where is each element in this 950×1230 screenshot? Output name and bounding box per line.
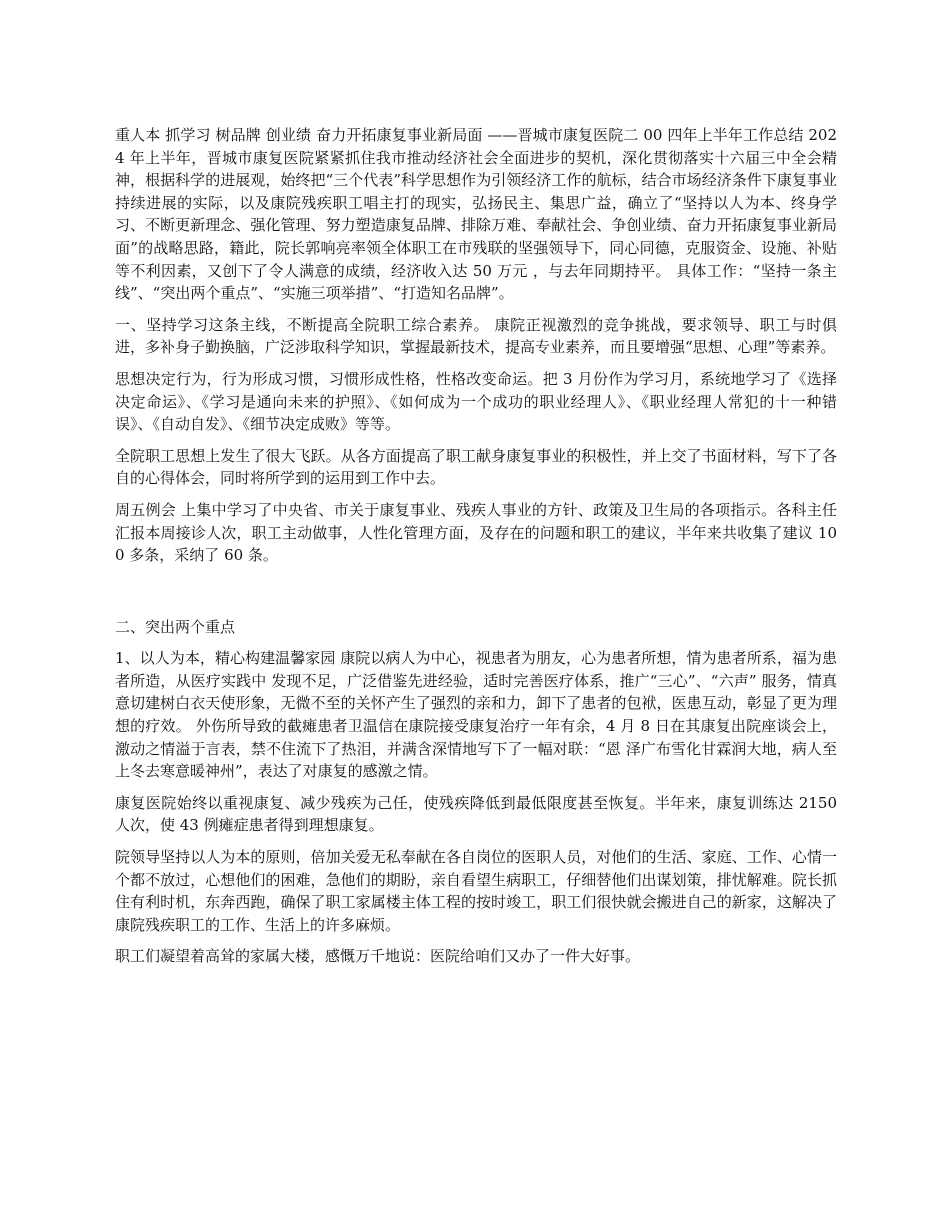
staff-thought-paragraph: 全院职工思想上发生了很大飞跃。从各方面提高了职工献身康复事业的积极性，并上交了书面材料，写下了各自的心得体会，同时将所学到的运用到工作中去。 <box>115 446 837 488</box>
section-spacer <box>115 576 837 616</box>
section-2-heading: 二、突出两个重点 <box>115 617 236 636</box>
staff-housing-paragraph: 职工们凝望着高耸的家属大楼，感慨万千地说：医院给咱们又办了一件大好事。 <box>115 947 641 966</box>
weekly-meeting-paragraph: 周五例会 上集中学习了中央省、市关于康复事业、残疾人事业的方针、政策及卫生局的各项指示。各科主任汇报本周接诊人次，职工主动做事，人性化管理方面，及存在的问题和职工的建议，半年来共收集了建议 100 多条，采纳了 60 条。 <box>115 500 837 565</box>
document-page <box>115 124 837 977</box>
section-1-paragraph: 一、坚持学习这条主线，不断提高全院职工综合素养。 康院正视激烈的竞争挑战，要求领导、职工与时俱进，多补身子勤换脑，广泛涉取科学知识，掌握最新技术，提高专业素养，而且要增强“思想、心理”等素养。 <box>115 315 837 357</box>
leadership-care-paragraph: 院领导坚持以人为本的原则，倍加关爱无私奉献在各自岗位的医职人员，对他们的生活、家庭、工作、心情一个都不放过，心想他们的困难，急他们的期盼，亲自看望生病职工，仔细替他们出谋划策，排忧解难。院长抓住有利时机，东奔西跑，确保了职工家属楼主体工程的按时竣工，职工们很快就会搬进自己的新家，这解决了康院残疾职工的工作、生活上的许多麻烦。 <box>115 848 837 934</box>
intro-paragraph: 重人本 抓学习 树品牌 创业绩 奋力开拓康复事业新局面 ——晋城市康复医院二 00 四年上半年工作总结 2024 年上半年，晋城市康复医院紧紧抓住我市推动经济社会全面进步的契机，深化贯彻落实十六届三中全会精神，根据科学的进展观，始终把“三个代表”科学思想作为引领经济工作的航标，结合市场经济条件下康复事业持续进展的实际，以及康院残疾职工唱主打的现实，弘扬民主、集思广益，确立了“坚持以人为本、终身学习、不断更新理念、强化管理、努力塑造康复品牌、排除万难、奉献社会、争创业绩、奋力开拓康复事业新局面”的战略思路，籍此，院长郭响亮率领全体职工在市残联的坚强领导下，同心同德，克服资金、设施、补贴等不利因素，又创下了令人满意的成绩，经济收入达 50 万元 ，与去年同期持平。 具体工作：“坚持一条主线”、“突出两个重点”、“实施三项举措”、“打造知名品牌”。 <box>115 126 837 303</box>
study-paragraph: 思想决定行为，行为形成习惯，习惯形成性格，性格改变命运。把 3 月份作为学习月，系统地学习了《选择决定命运》、《学习是通向未来的护照》、《如何成为一个成功的职业经理人》、《职业经理人常犯的十一种错误》、《自动自发》、《细节决定成败》等等。 <box>115 369 837 434</box>
rehab-results-paragraph: 康复医院始终以重视康复、减少残疾为己任，使残疾降低到最低限度甚至恢复。半年来，康复训练达 2150 人次，使 43 例瘫症患者得到理想康复。 <box>115 793 837 835</box>
people-oriented-paragraph: 1、以人为本，精心构建温馨家园 康院以病人为中心，视患者为朋友，心为患者所想，情为患者所系，福为患者所造，从医疗实践中 发现不足，广泛借鉴先进经验，适时完善医疗体系，推广“三心”、“六声” 服务，情真意切建树白衣天使形象，无微不至的关怀产生了强烈的亲和力，卸下了患者的包袱，医患互动，彰显了更为理想的疗效。 外伤所导致的截瘫患者卫温信在康院接受康复治疗一年有余，4 月 8 日在其康复出院座谈会上，激动之情溢于言表，禁不住流下了热泪，并满含深情地写下了一幅对联：“恩 泽广布雪化甘霖润大地，病人至上冬去寒意暖神州”，表达了对康复的感激之情。 <box>115 649 837 781</box>
